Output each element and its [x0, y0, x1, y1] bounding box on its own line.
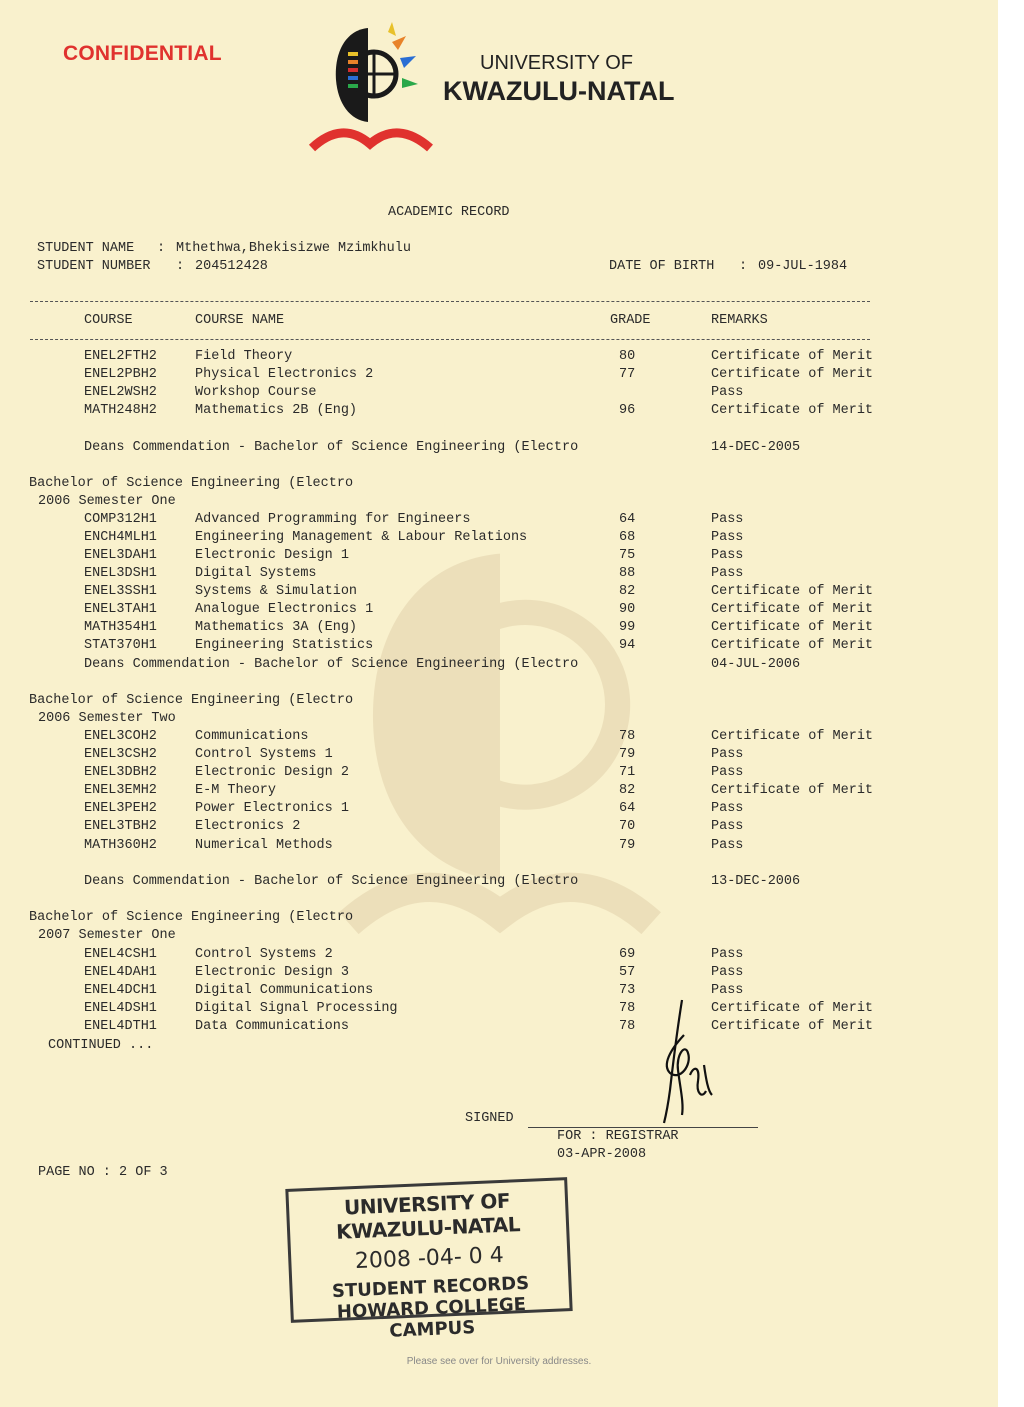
course-code: ENEL3DBH2: [84, 765, 157, 780]
course-remark: Pass: [711, 530, 744, 545]
course-code: ENEL4DAH1: [84, 965, 157, 980]
course-code: ENEL3TBH2: [84, 819, 157, 834]
course-grade: 71: [619, 765, 636, 780]
handwritten-signature: [640, 995, 730, 1130]
course-name: Physical Electronics 2: [195, 367, 374, 382]
semester-label: 2007 Semester One: [38, 928, 176, 943]
course-remark: Pass: [711, 838, 744, 853]
stamp-department: STUDENT RECORDS: [331, 1272, 530, 1303]
course-remark: Certificate of Merit: [711, 602, 874, 617]
course-name: Systems & Simulation: [195, 584, 358, 599]
course-remark: Certificate of Merit: [711, 638, 874, 653]
course-code: STAT370H1: [84, 638, 157, 653]
course-code: ENEL3CSH2: [84, 747, 157, 762]
course-remark: Certificate of Merit: [711, 729, 874, 744]
course-grade: 82: [619, 584, 636, 599]
course-grade: 69: [619, 947, 636, 962]
student-number-label: STUDENT NUMBER: [37, 259, 151, 274]
course-remark: Certificate of Merit: [711, 403, 874, 418]
course-name: Engineering Management & Labour Relations: [195, 530, 528, 545]
footer-note: Please see over for University addresses.: [406, 1356, 592, 1367]
course-grade: 64: [619, 801, 636, 816]
course-remark: Pass: [711, 566, 744, 581]
course-code: ENEL3DSH1: [84, 566, 157, 581]
stamp-date: 2008 -04- 0 4: [354, 1242, 505, 1275]
dob-value: 09-JUL-1984: [758, 259, 848, 274]
header-divider-bottom: [30, 339, 870, 340]
university-logo: [308, 22, 438, 157]
document-title: ACADEMIC RECORD: [388, 205, 510, 220]
signed-label: SIGNED: [465, 1111, 514, 1126]
course-remark: Pass: [711, 765, 744, 780]
page-number: PAGE NO : 2 OF 3: [38, 1165, 168, 1180]
course-remark: Certificate of Merit: [711, 349, 874, 364]
course-name: Mathematics 3A (Eng): [195, 620, 358, 635]
course-grade: 79: [619, 838, 636, 853]
course-remark: Certificate of Merit: [711, 367, 874, 382]
course-grade: 73: [619, 983, 636, 998]
course-grade: 78: [619, 729, 636, 744]
course-grade: 78: [619, 1001, 636, 1016]
course-code: ENEL2WSH2: [84, 385, 157, 400]
stamp-campus: HOWARD COLLEGE CAMPUS: [336, 1293, 527, 1342]
university-name-line1: UNIVERSITY OF: [480, 52, 633, 74]
course-name: Data Communications: [195, 1019, 349, 1034]
course-remark: Pass: [711, 983, 744, 998]
course-name: Digital Systems: [195, 566, 317, 581]
course-code: ENEL3COH2: [84, 729, 157, 744]
course-code: ENEL2PBH2: [84, 367, 157, 382]
course-code: ENEL4DCH1: [84, 983, 157, 998]
col-header-remarks: REMARKS: [711, 313, 768, 328]
course-grade: 75: [619, 548, 636, 563]
program-name: Bachelor of Science Engineering (Electro: [29, 910, 354, 925]
course-code: ENEL3TAH1: [84, 602, 157, 617]
course-code: ENEL3SSH1: [84, 584, 157, 599]
university-name-line2: KWAZULU-NATAL: [443, 76, 675, 106]
course-code: ENEL2FTH2: [84, 349, 157, 364]
course-name: Electronic Design 2: [195, 765, 349, 780]
stamp-university: UNIVERSITY OF KWAZULU-NATAL: [335, 1188, 521, 1244]
course-grade: 68: [619, 530, 636, 545]
course-name: Power Electronics 1: [195, 801, 349, 816]
course-name: Numerical Methods: [195, 838, 333, 853]
course-grade: 77: [619, 367, 636, 382]
course-name: Control Systems 2: [195, 947, 333, 962]
deans-commendation: Deans Commendation - Bachelor of Science Engineering (Electro: [84, 657, 579, 672]
col-header-grade: GRADE: [610, 313, 651, 328]
course-remark: Pass: [711, 947, 744, 962]
course-grade: 78: [619, 1019, 636, 1034]
course-remark: Pass: [711, 747, 744, 762]
course-grade: 70: [619, 819, 636, 834]
course-code: ENEL3DAH1: [84, 548, 157, 563]
continued-label: CONTINUED ...: [48, 1038, 154, 1053]
student-number: 204512428: [195, 259, 268, 274]
commendation-date: 14-DEC-2005: [711, 440, 801, 455]
student-name: Mthethwa,Bhekisizwe Mzimkhulu: [176, 241, 411, 256]
course-name: E-M Theory: [195, 783, 277, 798]
course-grade: 99: [619, 620, 636, 635]
col-header-course: COURSE: [84, 313, 133, 328]
course-code: COMP312H1: [84, 512, 157, 527]
for-registrar: FOR : REGISTRAR: [557, 1129, 679, 1144]
course-remark: Pass: [711, 965, 744, 980]
semester-label: 2006 Semester Two: [38, 711, 176, 726]
course-code: ENEL4DSH1: [84, 1001, 157, 1016]
course-code: ENEL4DTH1: [84, 1019, 157, 1034]
course-code: MATH360H2: [84, 838, 157, 853]
course-grade: 90: [619, 602, 636, 617]
course-grade: 94: [619, 638, 636, 653]
course-grade: 82: [619, 783, 636, 798]
course-remark: Certificate of Merit: [711, 1019, 874, 1034]
course-remark: Pass: [711, 819, 744, 834]
course-code: MATH354H1: [84, 620, 157, 635]
course-grade: 88: [619, 566, 636, 581]
course-grade: 96: [619, 403, 636, 418]
course-name: Workshop Course: [195, 385, 317, 400]
dob-label: DATE OF BIRTH: [609, 259, 715, 274]
deans-commendation: Deans Commendation - Bachelor of Science Engineering (Electro: [84, 874, 579, 889]
course-remark: Certificate of Merit: [711, 1001, 874, 1016]
program-name: Bachelor of Science Engineering (Electro: [29, 693, 354, 708]
page-edge: [998, 0, 1024, 1407]
course-code: MATH248H2: [84, 403, 157, 418]
course-code: ENEL3PEH2: [84, 801, 157, 816]
commendation-date: 13-DEC-2006: [711, 874, 801, 889]
transcript-page: CONFIDENTIAL UNIVERSITY OF KWAZULU-NATAL ACADEMIC RECORD STUDENT NAME : Mthethwa,Bhekisizwe Mzimkhulu STUDENT NUMBER : 204512428 DATE OF BIRTH : 09-JUL-1984 COURSE COURSE NAME GRADE REMARKS ENEL2FTH2 Field Theory 80 Certificate of Merit ENEL2PBH2 Physical Electronics 2 77 Certificate of Merit ENEL2WSH2 Workshop Course Pass MATH248H2 Mathematics 2B (Eng) 96 Certificate of Merit Deans Commendation - Bachelor of Science Engineering (Electro 14-DEC-2005 Bachelor of Science Engineering (Electro 2006 Semester One COMP312H1 Advanced Programming for Engineers 64 Pass ENCH4MLH1 Engineering Management & Labour Relations 68 Pass ENEL3DAH1 Electronic Design 1 75 Pass ENEL3DSH1 Digital Systems 88 Pass ENEL3SSH1 Systems & Simulation 82 Certificate of Merit ENEL3TAH1 Analogue Electronics 1 90 Certificate of Merit MATH354H1 Mathematics 3A (Eng) 99 Certificate of Merit STAT370H1 Engineering Statistics 94 Certificate of Merit Deans Commendation - Bachelor of Science Engineering (Electro 04-JUL-2006 Bachelor of Science Engineering (Electro 2006 Semester Two ENEL3COH2 Communications 78 Certificate of Merit ENEL3CSH2 Control Systems 1 79 Pass ENEL3DBH2 Electronic Design 2 71 Pass ENEL3EMH2 E-M Theory 82 Certificate of Merit ENEL3PEH2 Power Electronics 1 64 Pass ENEL3TBH2 Electronics 2 70 Pass MATH360H2 Numerical Methods 79 Pass Deans Commendation - Bachelor of Science Engineering (Electro 13-DEC-2006 Bachelor of Science Engineering (Electro 2007 Semester One ENEL4CSH1 Control Systems 2 69 Pass ENEL4DAH1 Electronic Design 3 57 Pass ENEL4DCH1 Digital Communications 73 Pass ENEL4DSH1 Digital Signal Processing 78 Certificate of Merit ENEL4DTH1 Data Communications 78 Certificate of Merit CONTINUED ... SIGNED FOR : REGISTRAR 03-APR-2008 PAGE NO : 2 OF 3 UNIVERSITY OF KWAZULU-NATAL 2008 -04- 0 4 STUDENT RECORDS HOWARD COLLEGE CAMPUS Please see over for University addresses.: [0, 0, 998, 1407]
course-remark: Certificate of Merit: [711, 620, 874, 635]
course-name: Analogue Electronics 1: [195, 602, 374, 617]
course-remark: Pass: [711, 801, 744, 816]
course-name: Advanced Programming for Engineers: [195, 512, 471, 527]
student-records-stamp: [285, 1177, 572, 1342]
course-name: Engineering Statistics: [195, 638, 374, 653]
header-divider-top: [30, 301, 870, 302]
course-name: Control Systems 1: [195, 747, 333, 762]
course-grade: 57: [619, 965, 636, 980]
course-code: ENCH4MLH1: [84, 530, 157, 545]
course-name: Digital Signal Processing: [195, 1001, 398, 1016]
course-name: Electronic Design 3: [195, 965, 349, 980]
course-name: Mathematics 2B (Eng): [195, 403, 358, 418]
course-remark: Pass: [711, 548, 744, 563]
signature-line: [528, 1127, 758, 1128]
course-name: Communications: [195, 729, 309, 744]
course-grade: 79: [619, 747, 636, 762]
course-name: Field Theory: [195, 349, 293, 364]
course-remark: Pass: [711, 512, 744, 527]
semester-label: 2006 Semester One: [38, 494, 176, 509]
course-remark: Certificate of Merit: [711, 584, 874, 599]
deans-commendation: Deans Commendation - Bachelor of Science Engineering (Electro: [84, 440, 579, 455]
course-code: ENEL4CSH1: [84, 947, 157, 962]
course-grade: 64: [619, 512, 636, 527]
commendation-date: 04-JUL-2006: [711, 657, 801, 672]
course-remark: Pass: [711, 385, 744, 400]
signature-date: 03-APR-2008: [557, 1147, 647, 1162]
col-header-course-name: COURSE NAME: [195, 313, 285, 328]
program-name: Bachelor of Science Engineering (Electro: [29, 476, 354, 491]
confidential-label: CONFIDENTIAL: [63, 42, 222, 65]
course-name: Electronic Design 1: [195, 548, 349, 563]
course-code: ENEL3EMH2: [84, 783, 157, 798]
course-grade: 80: [619, 349, 636, 364]
course-remark: Certificate of Merit: [711, 783, 874, 798]
course-name: Electronics 2: [195, 819, 301, 834]
student-name-label: STUDENT NAME: [37, 241, 135, 256]
course-name: Digital Communications: [195, 983, 374, 998]
